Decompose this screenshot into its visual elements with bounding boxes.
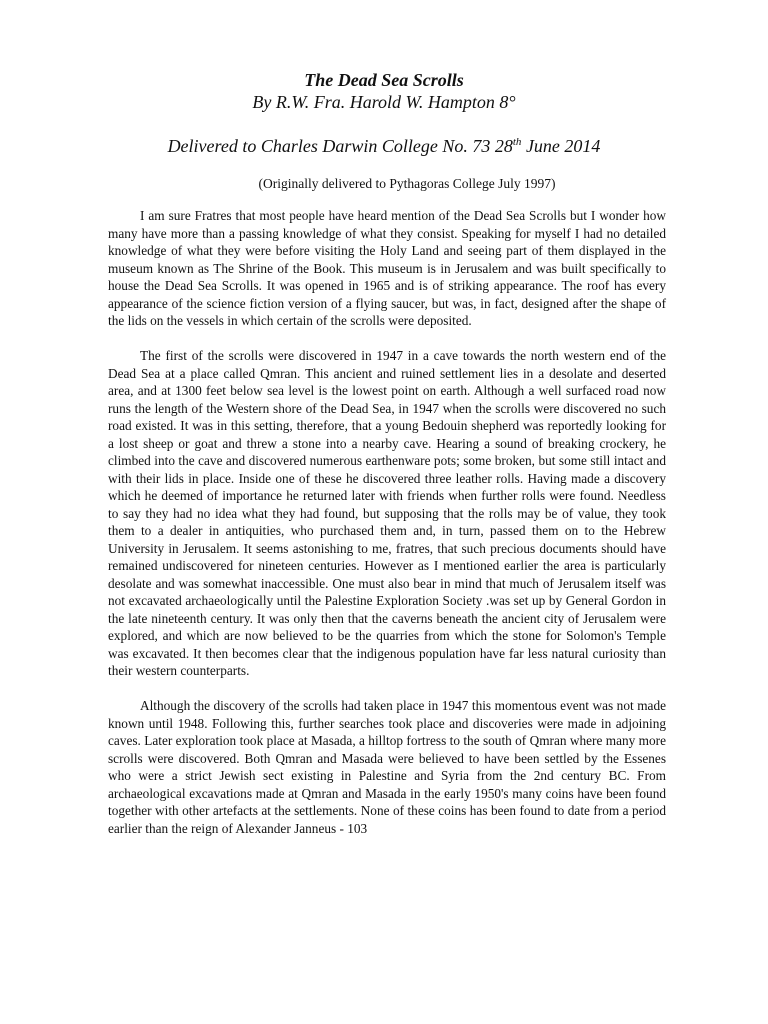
document-body bbox=[108, 207, 666, 855]
delivered-suffix: June 2014 bbox=[521, 136, 601, 156]
delivered-prefix: Delivered to Charles Darwin College No. 73 28 bbox=[167, 136, 513, 156]
paragraph-1: I am sure Fratres that most people have heard mention of the Dead Sea Scrolls but I wonder how many have more than a passing knowledge of what they consist. Speaking for myself I had no detailed knowledge of what they were before visiting the Holy Land and seeing part of them displayed in the museum known as The Shrine of the Book. This museum is in Jerusalem and was built specifically to house the Dead Sea Scrolls. It was opened in 1965 and is of striking appearance. The roof has every appearance of the science fiction version of a flying saucer, but was, in fact, designed after the shape of the lids on the vessels in which certain of the scrolls were deposited. bbox=[108, 208, 666, 328]
originally-delivered-note: (Originally delivered to Pythagoras College July 1997) bbox=[258, 176, 556, 191]
paragraph-3: Although the discovery of the scrolls had taken place in 1947 this momentous event was not made known until 1948. Following this, further searches took place and discoveries were made in adjoining caves. Later exploration took place at Masada, a hilltop fortress to the south of Qmran where many more scrolls were discovered. Both Qmran and Masada were believed to have been settled by the Essenes who were a strict Jewish sect existing in Palestine and Syria from the 2nd century BC. From archaeological excavations made at Qmran and Masada in the early 1950's many coins have been found together with other artefacts at the settlements. None of these coins has been found to date from a period earlier than the reign of Alexander Janneus - 103 bbox=[108, 698, 666, 836]
delivered-superscript: th bbox=[512, 136, 522, 148]
delivered-line bbox=[0, 136, 768, 157]
paragraph-2: The first of the scrolls were discovered in 1947 in a cave towards the north western end of the Dead Sea at a place called Qmran. This ancient and ruined settlement lies in a desolate and deserted area, and at 1300 feet below sea level is the lowest point on earth. Although a well surfaced road now runs the length of the Western shore of the Dead Sea, in 1947 when the scrolls were discovered no such road existed. It was in this setting, therefore, that a young Bedouin shepherd was reportedly looking for a lost sheep or goat and threw a stone into a nearby cave. Hearing a sound of breaking crockery, he climbed into the cave and discovered numerous earthenware pots; some broken, but some still intact and with their lids in place. Inside one of these he discovered three leather rolls. Having made a discovery which he deemed of importance he returned later with friends when further rolls were found. Needless to say they had no idea what they had found, but supposing that the rolls may be of value, they took them to a dealer in antiquities, who purchased them and, in turn, passed them on to the Hebrew University in Jerusalem. It seems astonishing to me, fratres, that such precious documents should have remained undiscovered for nineteen centuries. However as I mentioned earlier the area is particularly desolate and was somewhat inaccessible. One must also bear in mind that much of Jerusalem itself was not excavated archaeologically until the Palestine Exploration Society .was set up by General Gordon in the late nineteenth century. It was only then that the caverns beneath the ancient city of Jerusalem were explored, and which are now believed to be the quarries from which the stone for Solomon's Temple was excavated. It then becomes clear that the indigenous population have far less natural curiosity than their western counterparts. bbox=[108, 348, 666, 678]
author-line: By R.W. Fra. Harold W. Hampton 8° bbox=[252, 92, 516, 112]
document-title: The Dead Sea Scrolls bbox=[304, 70, 464, 90]
